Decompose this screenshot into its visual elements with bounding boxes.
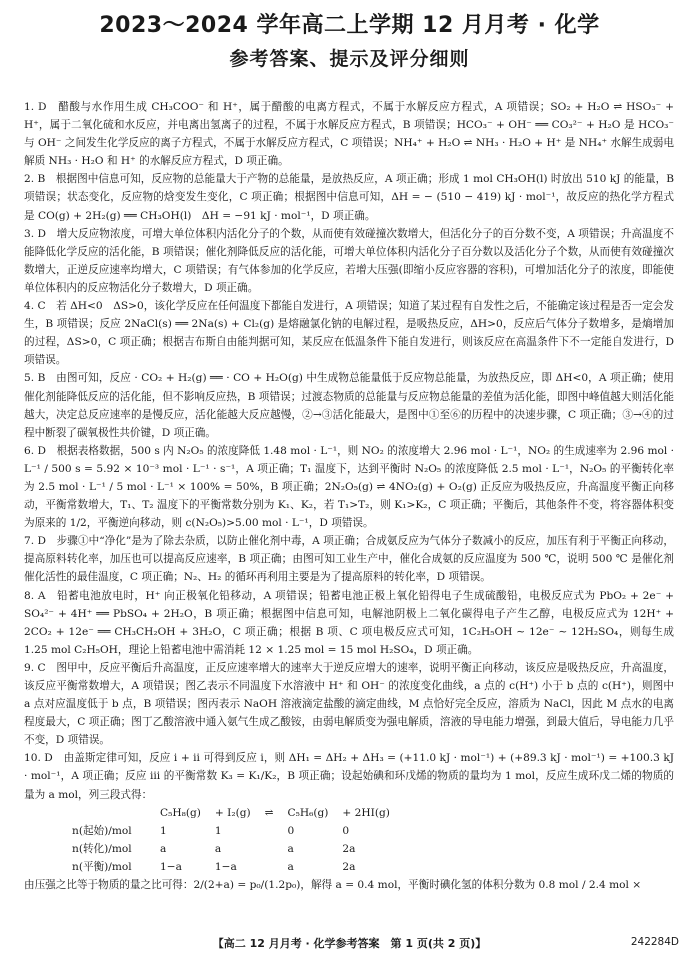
table-cell: a [287,842,294,855]
document-code: 242284D [630,936,679,948]
table-cell [265,822,288,840]
answers-content [24,98,674,894]
table-cell [265,840,288,858]
row-label: n(平衡)/mol [72,860,132,873]
answer-text: 9. C 图甲中，反应平衡后升高温度，正反应速率增大的速率大于逆反应增大的速率，说明平衡正向移动，该反应是吸热反应，升高温度，该反应平衡常数增大，A 项错误；图乙表示不同温度下水溶液中 H⁺ 和 OH⁻ 的浓度变化曲线，a 点的 c(H⁺) 小于 b 点的 c(H⁺)，则图中 a 点对应温度低于 b 点，B 项错误；图丙表示 NaOH 溶液滴定盐酸的滴定曲线，M 点恰好完全反应，溶质为 NaCl，因此 M 点水的电离程度最大，C 项正确；图丁乙酸溶液中通入氨气生成乙酸铵，由弱电解质变为强电解质，溶液的导电能力增强，到最大值后，导电能力几乎不变，D 项错误。 [24,661,674,747]
equation-row [72,804,404,822]
answer-continuation: 由压强之比等于物质的量之比可得：2/(2+a) = p₀/(1.2p₀)，解得 a = 0.4 mol，平衡时碘化氢的体积分数为 0.8 mol / 2.4 mol × [24,879,642,892]
table-cell: 1 [160,824,167,837]
row-label: n(起始)/mol [72,824,132,837]
answer-item-4 [24,297,674,369]
equation-term: + 2HI(g) [342,806,390,819]
table-cell: a [214,842,222,855]
table-cell: a [160,842,167,855]
table-cell: 1 [214,824,222,837]
table-cell: 0 [342,824,350,837]
equation-term: + I₂(g) [214,806,251,819]
table-cell [265,858,288,876]
answer-text: 2. B 根据图中信息可知，反应物的总能量大于产物的总能量，是放热反应，A 项正确；形成 1 mol CH₃OH(l) 时放出 510 kJ 的能量，B 项错误；状态变化，反应物的焓变发生变化，C 项正确；根据图中信息可知，ΔH = − (510 − 419) kJ · mol⁻¹，故反应的热化学方程式是 CO(g) + 2H₂(g) ══ CH₃OH(l) ΔH = −91 kJ · mol⁻¹，D 项正确。 [24,173,674,222]
answer-text: 1. D 醋酸与水作用生成 CH₃COO⁻ 和 H⁺，属于醋酸的电离方程式，不属于水解反应方程式，A 项错误；SO₂ + H₂O ⇌ HSO₃⁻ + H⁺，属于二氧化硫和水反应，并电离出氢离子的过程，不属于水解反应方程式，B 项错误；HCO₃⁻ + OH⁻ ══ CO₃²⁻ + H₂O 是 HCO₃⁻ 与 OH⁻ 之间发生化学反应的离子方程式，不属于水解反应方程式，C 项错误；NH₄⁺ + H₂O ⇌ NH₃ · H₂O + H⁺ 是 NH₄⁺ 水解生成弱电解质 NH₃ · H₂O 和 H⁺ 的水解反应方程式，D 项正确。 [24,101,674,168]
answer-item-7 [24,532,674,586]
page-subtitle: 参考答案、提示及评分细则 [229,48,470,70]
table-cell: 1−a [160,860,182,873]
answer-item-3 [24,225,674,297]
table-cell: a [287,860,294,873]
equation-arrow: ⇌ [264,806,274,819]
row-label: n(转化)/mol [72,842,132,855]
answer-text: 6. D 根据表格数据，500 s 内 N₂O₅ 的浓度降低 1.48 mol · L⁻¹，则 NO₂ 的浓度增大 2.96 mol · L⁻¹，NO₂ 的生成速率为 2.96 mol · L⁻¹ / 500 s = 5.92 × 10⁻³ mol · L⁻¹ · s⁻¹，A 项正确；T₁ 温度下，达到平衡时 N₂O₅ 的浓度降低 2.5 mol · L⁻¹，N₂O₅ 的平衡转化率为 2.5 mol · L⁻¹ / 5 mol · L⁻¹ × 100% = 50%，B 项正确；2N₂O₅(g) ⇌ 4NO₂(g) + O₂(g) 正反应为吸热反应，升高温度平衡正向移动，平衡常数增大，T₁、T₂ 温度下的平衡常数分别为 K₁、K₂，若 T₁>T₂，则 K₁>K₂，C 项正确；平衡后，其他条件不变，将容器体积变为原来的 1/2，平衡逆向移动，则 c(N₂O₅)>5.00 mol · L⁻¹，D 项错误。 [24,444,674,530]
page-footer: 【高二 12 月月考 · 化学参考答案 第 1 页(共 2 页)】 [212,937,487,950]
equation-term: C₅H₈(g) [160,806,201,819]
answer-item-8 [24,587,674,659]
table-row [72,822,404,840]
page-title: 2023～2024 学年高二上学期 12 月月考 · 化学 [99,13,600,38]
answer-item-6 [24,442,674,532]
answer-item-10 [24,749,674,803]
table-cell: 2a [342,860,356,873]
table-cell: 1−a [214,860,237,873]
table-row [72,858,404,876]
table-cell: 2a [342,842,356,855]
equation-term: C₅H₆(g) [287,806,329,819]
answer-text: 8. A 铅蓄电池放电时，H⁺ 向正极氧化铅移动，A 项错误；铅蓄电池正极上氧化铅得电子生成硫酸铅，电极反应式为 PbO₂ + 2e⁻ + SO₄²⁻ + 4H⁺ ══ PbSO₄ + 2H₂O，B 项正确；根据图中信息可知，电解池阴极上二氧化碳得电子产生乙醇，电极反应式为 12H⁺ + 2CO₂ + 12e⁻ ══ CH₃CH₂OH + 3H₂O，C 项正确；根据 B 项、C 项电极反应式可知，1C₂H₅OH ∼ 12e⁻ ∼ 12H₂SO₄，则每生成 1.25 mol C₂H₅OH，理论上铅蓄电池中需消耗 12 × 1.25 mol = 15 mol H₂SO₄，D 项正确。 [24,589,674,656]
answer-text: 3. D 增大反应物浓度，可增大单位体积内活化分子的个数，从而使有效碰撞次数增大，但活化分子的百分数不变，A 项错误；升高温度不能降低化学反应的活化能，B 项错误；催化剂降低反应的活化能，可增大单位体积内活化分子百分数以及活化分子个数，从而使有效碰撞次数增大，正逆反应速率均增大，C 项错误；有气体参加的化学反应，若增大压强(即缩小反应容器的容积)，可增加活化分子的浓度，即能使单位体积内的反应物活化分子数增大，D 项正确。 [24,227,674,294]
answer-text: 7. D 步骤①中“净化”是为了除去杂质，以防止催化剂中毒，A 项正确；合成氨反应为气体分子数减小的反应，加压有利于平衡正向移动，提高原料转化率，加压也可以提高反应速率，B 项正确；由图可知工业生产中，催化合成氨的反应温度为 500 ℃，说明 500 ℃ 是催化剂催化活性的最佳温度，C 项正确；N₂、H₂ 的循环再利用主要是为了提高原料的转化率，D 项错误。 [24,535,674,584]
answer-item-2 [24,170,674,224]
table-cell: 0 [287,824,295,837]
answer-text: 4. C 若 ΔH<0 ΔS>0，该化学反应在任何温度下都能自发进行，A 项错误；知道了某过程有自发性之后，不能确定该过程是否一定会发生，B 项错误；反应 2NaCl(s) ══ 2Na(s) + Cl₂(g) 是熔融氯化钠的电解过程，是吸热反应，ΔH>0，反应后气体分子数增多，是熵增加的过程，ΔS>0，C 项正确；根据吉布斯自由能判据可知，某反应在低温条件下能自发进行，则该反应在高温条件下不一定能自发进行，D 项错误。 [24,300,674,367]
answer-item-1 [24,98,674,170]
table-row [72,840,404,858]
answer-item-9 [24,659,674,749]
equilibrium-table [72,804,404,876]
answer-text: 10. D 由盖斯定律可知，反应 ⅰ + ⅱ 可得到反应 ⅰ，则 ΔH₁ = ΔH₂ + ΔH₃ = (+11.0 kJ · mol⁻¹) + (+89.3 kJ · mol⁻¹) = +100.3 kJ · mol⁻¹，A 项正确；反应 ⅲ 的平衡常数 K₃ = K₁/K₂，B 项正确；设起始碘和环戊烯的物质的量均为 1 mol，反应生成环戊二烯的物质的量为 a mol，列三段式得： [24,752,674,801]
answer-text: 5. B 由图可知，反应 · CO₂ + H₂(g) ══ · CO + H₂O(g) 中生成物总能量低于反应物总能量，为放热反应，即 ΔH<0，A 项正确；使用催化剂能降低反应的活化能，但不影响反应热，B 项错误；过渡态物质的总能量与反应物总能量的差值为活化能，即图中峰值越大则活化能越大，决定总反应速率的是慢反应，活化能越大反应越慢，②→③活化能最大，是图中①至⑥的历程中的决速步骤，C 项正确；③→④的过程中断裂了碳氧极性共价键，D 项正确。 [24,372,674,439]
answer-item-5 [24,369,674,441]
